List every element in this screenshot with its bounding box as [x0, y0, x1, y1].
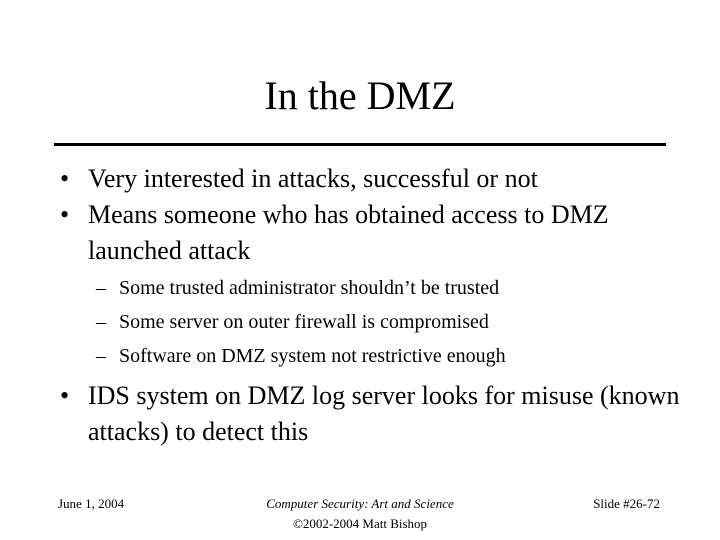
bullet-text: Means someone who has obtained access to DMZ launched attack — [88, 200, 609, 265]
bullet-marker: • — [60, 381, 70, 410]
bullet-item — [60, 161, 680, 197]
sub-bullet-text: Some trusted administrator shouldn’t be trusted — [119, 277, 500, 299]
footer-credit — [200, 494, 520, 534]
sub-bullet-text: Some server on outer firewall is compromised — [119, 311, 489, 333]
sub-bullet-marker: – — [96, 311, 106, 333]
sub-bullet-item — [96, 305, 676, 339]
footer-slide-number: Slide #26-72 — [593, 496, 660, 511]
bullet-marker: • — [60, 164, 70, 193]
title-divider — [54, 143, 666, 146]
bullet-marker: • — [60, 200, 70, 229]
sub-bullet-marker: – — [96, 277, 106, 299]
slide-title: In the DMZ — [264, 73, 456, 118]
bullet-item — [60, 378, 680, 450]
footer-copyright: ©2002-2004 Matt Bishop — [292, 516, 428, 531]
sub-bullet-item — [96, 339, 676, 373]
bullet-item — [60, 197, 680, 269]
footer-book-title: Computer Security: Art and Science — [266, 496, 454, 511]
sub-bullet-item — [96, 271, 676, 305]
bullet-text: Very interested in attacks, successful or not — [88, 164, 538, 193]
bullet-text: IDS system on DMZ log server looks for misuse (known attacks) to detect this — [88, 381, 680, 446]
footer-date: June 1, 2004 — [58, 496, 125, 511]
sub-bullet-marker: – — [96, 345, 106, 367]
sub-bullet-text: Software on DMZ system not restrictive enough — [119, 345, 506, 367]
